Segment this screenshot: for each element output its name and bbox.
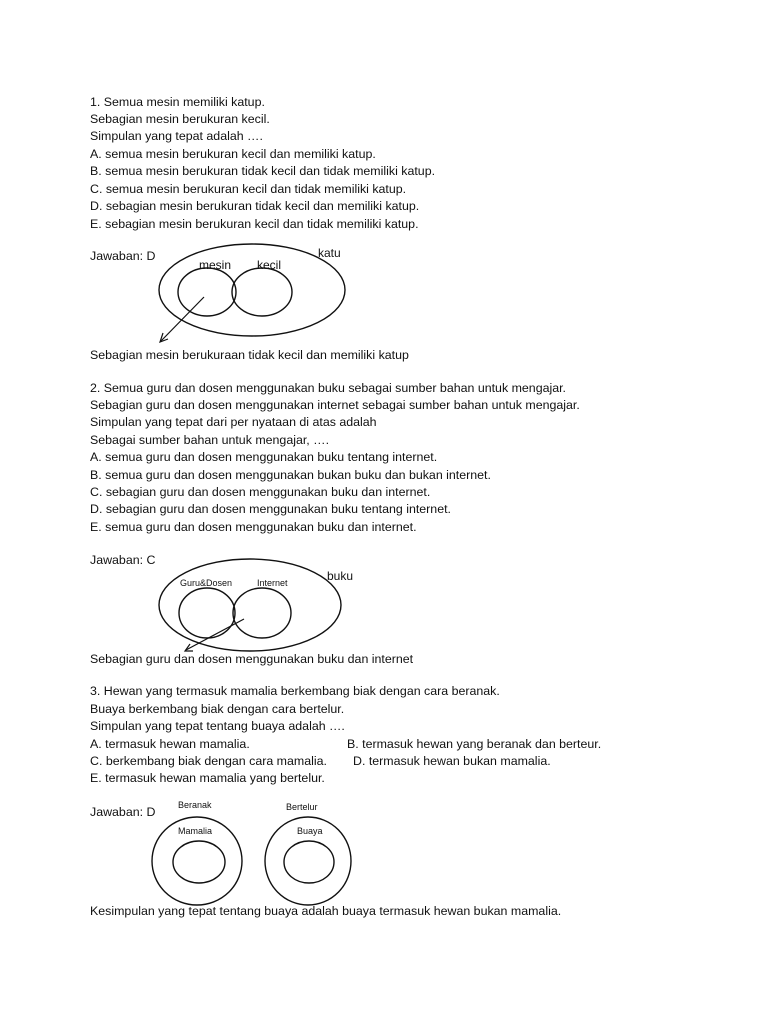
q1-outer-label: katu xyxy=(318,246,341,260)
q3-left-inner-set xyxy=(173,841,225,883)
q3-answer: Jawaban: D xyxy=(90,805,156,819)
q2-text-line: Sebagian guru dan dosen menggunakan internet sebagai sumber bahan untuk mengajar. xyxy=(90,398,580,412)
q2-outer-label: buku xyxy=(327,569,354,583)
q1-option-a: A. semua mesin berukuran kecil dan memiliki katup. xyxy=(90,147,376,161)
q1-option-b: B. semua mesin berukuran tidak kecil dan tidak memiliki katup. xyxy=(90,164,436,178)
q3-text-line: Simpulan yang tepat tentang buaya adalah …. xyxy=(90,719,345,733)
q3-option-b: B. termasuk hewan yang beranak dan berteur. xyxy=(347,737,602,751)
q3-option-a: A. termasuk hewan mamalia. xyxy=(90,737,250,751)
q1-conclusion: Sebagian mesin berukuraan tidak kecil dan memiliki katup xyxy=(90,348,409,362)
q2-option-b: B. semua guru dan dosen menggunakan bukan buku dan bukan internet. xyxy=(90,468,491,482)
q3-left-outer-label: Beranak xyxy=(178,800,212,810)
q2-option-d: D. sebagian guru dan dosen menggunakan buku tentang internet. xyxy=(90,502,451,516)
q2-option-c: C. sebagian guru dan dosen menggunakan buku dan internet. xyxy=(90,485,431,499)
q2-option-e: E. semua guru dan dosen menggunakan buku dan internet. xyxy=(90,520,417,534)
q2-text-line: Sebagai sumber bahan untuk mengajar, …. xyxy=(90,433,330,447)
q1-option-c: C. semua mesin berukuran kecil dan tidak memiliki katup. xyxy=(90,182,407,196)
q2-text-line: Simpulan yang tepat dari per nyataan di atas adalah xyxy=(90,415,377,429)
q1-text-line: Sebagian mesin berukuran kecil. xyxy=(90,112,270,126)
q3-right-outer-label: Bertelur xyxy=(286,802,318,812)
q1-right-label: kecil xyxy=(257,258,282,272)
q3-option-d: D. termasuk hewan bukan mamalia. xyxy=(353,754,551,768)
q1-left-label: mesin xyxy=(199,258,232,272)
q3-option-c: C. berkembang biak dengan cara mamalia. xyxy=(90,754,327,768)
q3-conclusion: Kesimpulan yang tepat tentang buaya adalah buaya termasuk hewan bukan mamalia. xyxy=(90,904,562,918)
q1-option-e: E. sebagian mesin berukuran kecil dan tidak memiliki katup. xyxy=(90,217,419,231)
q3-right-inner-set xyxy=(284,841,334,883)
q1-option-d: D. sebagian mesin berukuran tidak kecil dan memiliki katup. xyxy=(90,199,420,213)
q1-text-line: Simpulan yang tepat adalah …. xyxy=(90,129,263,143)
q2-conclusion: Sebagian guru dan dosen menggunakan buku dan internet xyxy=(90,652,414,666)
q2-right-label: Internet xyxy=(257,578,288,588)
q3-right-inner-label: Buaya xyxy=(297,826,323,836)
q2-answer: Jawaban: C xyxy=(90,553,156,567)
q3-left-inner-label: Mamalia xyxy=(178,826,213,836)
q3-option-e: E. termasuk hewan mamalia yang bertelur. xyxy=(90,771,325,785)
q2-left-label: Guru&Dosen xyxy=(180,578,233,588)
q3-text-line: 3. Hewan yang termasuk mamalia berkembang biak dengan cara beranak. xyxy=(90,684,500,698)
q1-answer: Jawaban: D xyxy=(90,249,156,263)
q2-text-line: 2. Semua guru dan dosen menggunakan buku sebagai sumber bahan untuk mengajar. xyxy=(90,381,566,395)
q1-text-line: 1. Semua mesin memiliki katup. xyxy=(90,95,265,109)
q2-option-a: A. semua guru dan dosen menggunakan buku tentang internet. xyxy=(90,450,438,464)
q3-text-line: Buaya berkembang biak dengan cara bertelur. xyxy=(90,702,345,716)
